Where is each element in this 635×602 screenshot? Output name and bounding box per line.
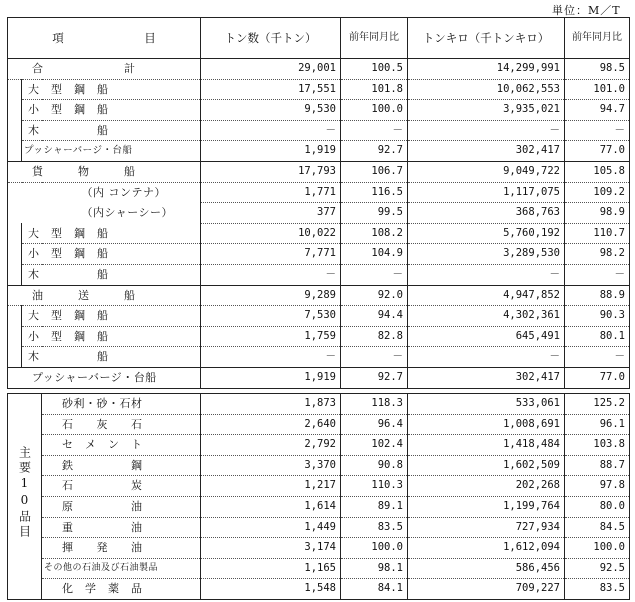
yoy-ton-cell: 110.3 (341, 476, 408, 497)
tonkm-cell: 1,117,075 (408, 182, 565, 203)
tonkm-cell: 1,602,509 (408, 455, 565, 476)
ton-cell: 1,614 (201, 496, 341, 517)
row-label: 木 船 (22, 264, 201, 285)
yoy-tonkm-cell: 88.7 (565, 455, 630, 476)
tonkm-cell: － (408, 347, 565, 368)
yoy-ton-cell: 104.9 (341, 244, 408, 265)
row-label: 大 型 鋼 船 (22, 223, 201, 244)
unit-label: 単位：M／T (552, 4, 621, 17)
table-row (8, 394, 630, 415)
ton-cell: 1,165 (201, 558, 341, 579)
ton-cell: 7,771 (201, 244, 341, 265)
table-row (8, 496, 630, 517)
header-item: 項 目 (8, 18, 201, 59)
yoy-ton-cell: 92.7 (341, 141, 408, 162)
row-label: 小 型 鋼 船 (22, 244, 201, 265)
yoy-tonkm-cell: 84.5 (565, 517, 630, 538)
ton-cell: 1,548 (201, 579, 341, 600)
table-row (8, 244, 630, 265)
yoy-ton-cell: 89.1 (341, 496, 408, 517)
table-row (8, 414, 630, 435)
yoy-tonkm-cell: 94.7 (565, 100, 630, 121)
yoy-ton-cell: 100.0 (341, 100, 408, 121)
yoy-tonkm-cell: 83.5 (565, 579, 630, 600)
tonkm-cell: 3,289,530 (408, 244, 565, 265)
tonkm-cell: 1,199,764 (408, 496, 565, 517)
header-ton: トン数（千トン） (201, 18, 341, 59)
tonkm-cell: 709,227 (408, 579, 565, 600)
row-label: 大 型 鋼 船 (22, 79, 201, 100)
yoy-ton-cell: － (341, 347, 408, 368)
yoy-ton-cell: 101.8 (341, 79, 408, 100)
ton-cell: 3,370 (201, 455, 341, 476)
table-row (8, 223, 630, 244)
row-label: （内シャーシー） (81, 206, 174, 220)
row-label: 化 学 薬 品 (42, 579, 201, 600)
tonkm-cell: 368,763 (408, 203, 565, 224)
row-label: 小 型 鋼 船 (22, 326, 201, 347)
yoy-tonkm-cell: － (565, 264, 630, 285)
table-row (8, 264, 630, 285)
side-label-major-items: 主要10品目 (17, 446, 32, 541)
yoy-tonkm-cell: － (565, 347, 630, 368)
yoy-ton-cell: 98.1 (341, 558, 408, 579)
yoy-ton-cell: 90.8 (341, 455, 408, 476)
row-label: 砂利・砂・石材 (42, 394, 201, 415)
ton-cell: － (201, 120, 341, 141)
ton-cell: 29,001 (201, 59, 341, 80)
yoy-tonkm-cell: 92.5 (565, 558, 630, 579)
table-row (8, 306, 630, 327)
yoy-ton-cell: 108.2 (341, 223, 408, 244)
table-row (8, 203, 630, 224)
yoy-tonkm-cell: 90.3 (565, 306, 630, 327)
ton-cell: 1,217 (201, 476, 341, 497)
table-row (8, 285, 630, 306)
ton-cell: 7,530 (201, 306, 341, 327)
table-row (8, 579, 630, 600)
tonkm-cell: 533,061 (408, 394, 565, 415)
table-row (8, 367, 630, 388)
header-yoy-ton: 前年同月比 (341, 18, 408, 59)
tonkm-cell: 302,417 (408, 367, 565, 388)
tonkm-cell: 9,049,722 (408, 161, 565, 182)
yoy-tonkm-cell: 80.1 (565, 326, 630, 347)
yoy-tonkm-cell: 103.8 (565, 435, 630, 456)
tonkm-cell: 5,760,192 (408, 223, 565, 244)
row-label: 木 船 (22, 347, 201, 368)
row-label: 木 船 (22, 120, 201, 141)
yoy-tonkm-cell: 77.0 (565, 367, 630, 388)
row-label: プッシャーバージ・台船 (22, 141, 201, 162)
row-label: 原 油 (42, 496, 201, 517)
row-label: 石 灰 石 (42, 414, 201, 435)
tonkm-cell: 1,612,094 (408, 538, 565, 559)
yoy-ton-cell: 84.1 (341, 579, 408, 600)
yoy-ton-cell: 83.5 (341, 517, 408, 538)
yoy-tonkm-cell: 98.5 (565, 59, 630, 80)
yoy-ton-cell: 94.4 (341, 306, 408, 327)
table-row (8, 558, 630, 579)
row-label: 貨 物 船 (8, 161, 201, 182)
yoy-tonkm-cell: 125.2 (565, 394, 630, 415)
tonkm-cell: 4,947,852 (408, 285, 565, 306)
row-label: 鉄 鋼 (42, 455, 201, 476)
tonkm-cell: 727,934 (408, 517, 565, 538)
header-yoy-tonkm: 前年同月比 (565, 18, 630, 59)
row-label: プッシャーバージ・台船 (8, 367, 201, 388)
ton-cell: 9,530 (201, 100, 341, 121)
row-label: その他の石油及び石油製品 (42, 558, 201, 579)
yoy-ton-cell: 116.5 (341, 182, 408, 203)
ton-cell: 1,771 (201, 182, 341, 203)
table-row (8, 326, 630, 347)
yoy-tonkm-cell: 88.9 (565, 285, 630, 306)
ton-cell: 2,640 (201, 414, 341, 435)
table-row (8, 182, 630, 203)
yoy-tonkm-cell: 80.0 (565, 496, 630, 517)
ton-cell: 1,919 (201, 367, 341, 388)
yoy-tonkm-cell: 109.2 (565, 182, 630, 203)
ton-cell: 10,022 (201, 223, 341, 244)
yoy-ton-cell: 99.5 (341, 203, 408, 224)
yoy-ton-cell: 82.8 (341, 326, 408, 347)
yoy-ton-cell: － (341, 264, 408, 285)
row-label: 合 計 (8, 59, 201, 80)
ton-cell: 377 (201, 203, 341, 224)
tonkm-cell: 4,302,361 (408, 306, 565, 327)
yoy-tonkm-cell: 110.7 (565, 223, 630, 244)
row-label: 石 炭 (42, 476, 201, 497)
table-row (8, 455, 630, 476)
tonkm-cell: － (408, 120, 565, 141)
ton-cell: 17,793 (201, 161, 341, 182)
table-row (8, 517, 630, 538)
tonkm-cell: 3,935,021 (408, 100, 565, 121)
tonkm-cell: 14,299,991 (408, 59, 565, 80)
yoy-tonkm-cell: 77.0 (565, 141, 630, 162)
ton-cell: 1,449 (201, 517, 341, 538)
row-label: （内 コンテナ） (81, 185, 166, 199)
yoy-ton-cell: 92.7 (341, 367, 408, 388)
ton-cell: 17,551 (201, 79, 341, 100)
ton-cell: 1,919 (201, 141, 341, 162)
table-row (8, 79, 630, 100)
yoy-tonkm-cell: 101.0 (565, 79, 630, 100)
yoy-tonkm-cell: － (565, 120, 630, 141)
yoy-ton-cell: 106.7 (341, 161, 408, 182)
table-row (8, 476, 630, 497)
yoy-tonkm-cell: 98.9 (565, 203, 630, 224)
row-label: 揮 発 油 (42, 538, 201, 559)
table-row (8, 120, 630, 141)
ton-cell: － (201, 347, 341, 368)
ton-cell: 9,289 (201, 285, 341, 306)
yoy-ton-cell: 118.3 (341, 394, 408, 415)
ton-cell: － (201, 264, 341, 285)
row-label: 重 油 (42, 517, 201, 538)
table-row (8, 538, 630, 559)
yoy-tonkm-cell: 96.1 (565, 414, 630, 435)
tonkm-cell: 1,008,691 (408, 414, 565, 435)
table-row (8, 141, 630, 162)
table-row (8, 161, 630, 182)
ton-cell: 1,873 (201, 394, 341, 415)
row-label: 小 型 鋼 船 (22, 100, 201, 121)
tonkm-cell: 1,418,484 (408, 435, 565, 456)
tonkm-cell: － (408, 264, 565, 285)
table-row (8, 347, 630, 368)
tonkm-cell: 202,268 (408, 476, 565, 497)
yoy-ton-cell: 100.0 (341, 538, 408, 559)
major-items-table (7, 393, 630, 600)
header-row (8, 18, 630, 59)
yoy-tonkm-cell: 97.8 (565, 476, 630, 497)
yoy-ton-cell: 96.4 (341, 414, 408, 435)
transport-summary-table (7, 17, 630, 389)
row-label: 油 送 船 (8, 285, 201, 306)
tonkm-cell: 302,417 (408, 141, 565, 162)
table-row (8, 100, 630, 121)
tonkm-cell: 645,491 (408, 326, 565, 347)
ton-cell: 2,792 (201, 435, 341, 456)
row-label: 大 型 鋼 船 (22, 306, 201, 327)
yoy-tonkm-cell: 100.0 (565, 538, 630, 559)
yoy-ton-cell: 100.5 (341, 59, 408, 80)
yoy-ton-cell: 102.4 (341, 435, 408, 456)
table-row (8, 435, 630, 456)
ton-cell: 1,759 (201, 326, 341, 347)
tonkm-cell: 10,062,553 (408, 79, 565, 100)
table-row (8, 59, 630, 80)
tonkm-cell: 586,456 (408, 558, 565, 579)
yoy-ton-cell: － (341, 120, 408, 141)
ton-cell: 3,174 (201, 538, 341, 559)
yoy-tonkm-cell: 105.8 (565, 161, 630, 182)
yoy-tonkm-cell: 98.2 (565, 244, 630, 265)
header-tonkm: トンキロ（千トンキロ） (408, 18, 565, 59)
row-label: セ メ ン ト (42, 435, 201, 456)
yoy-ton-cell: 92.0 (341, 285, 408, 306)
